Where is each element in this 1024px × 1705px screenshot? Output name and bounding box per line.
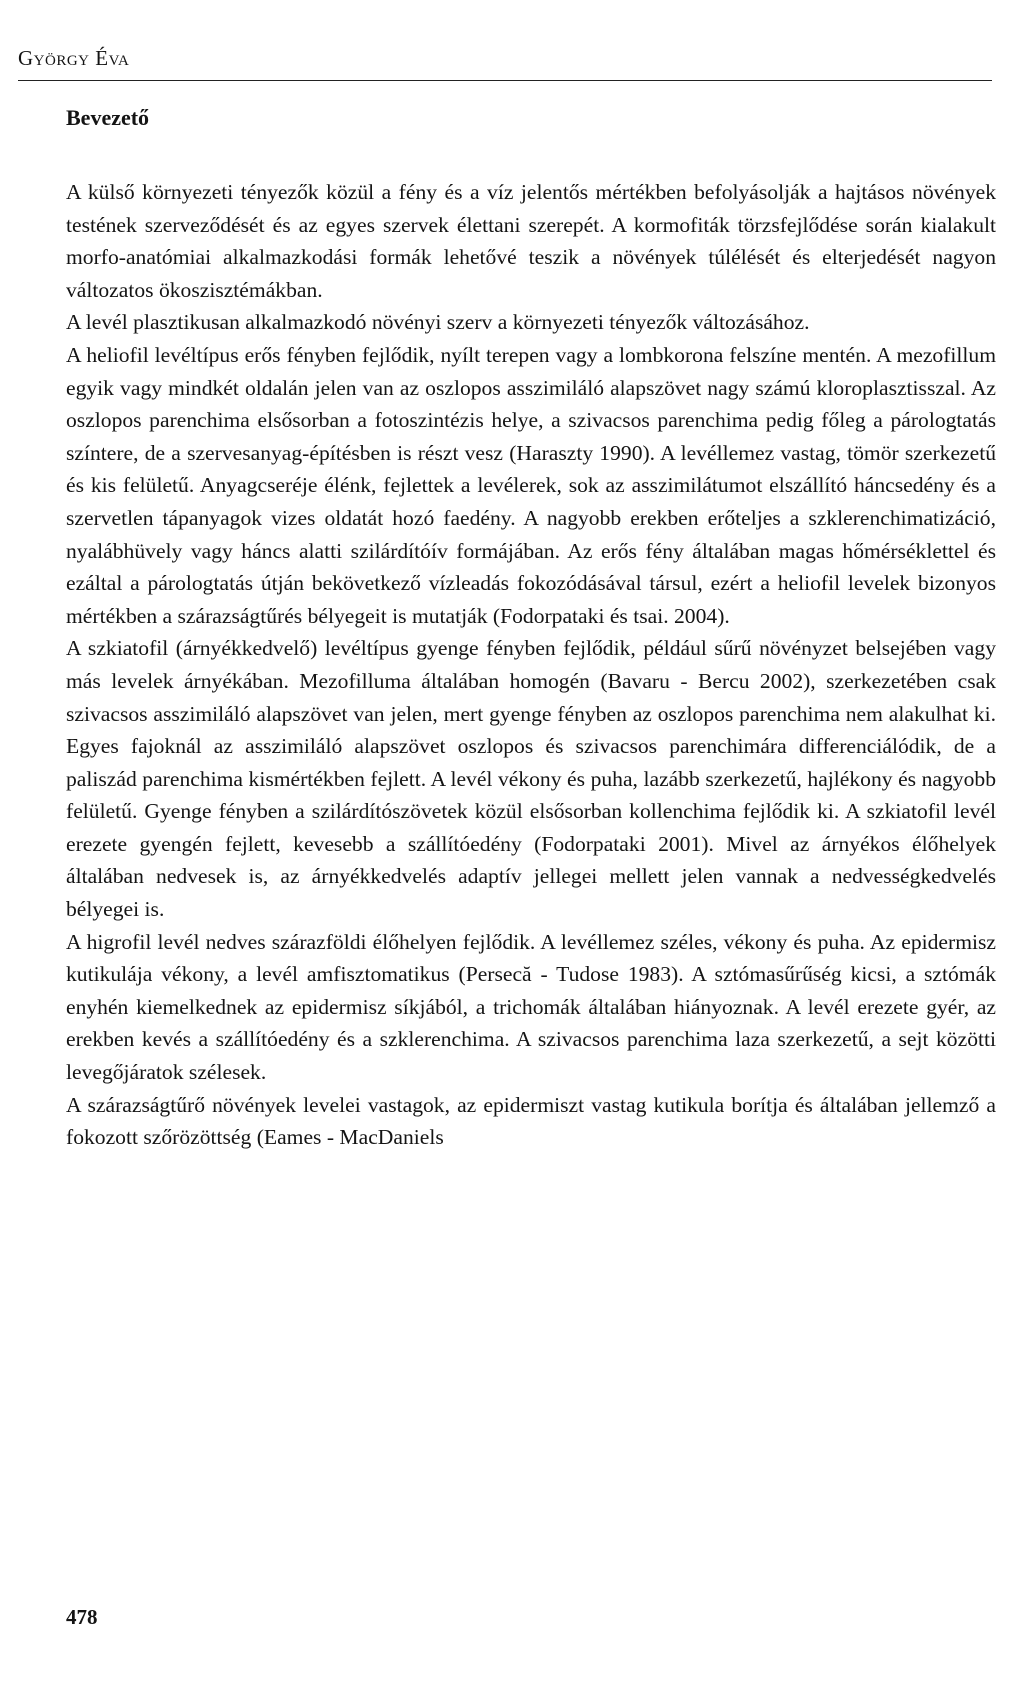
paragraph: A szkiatofil (árnyékkedvelő) levéltípus gyenge fényben fejlődik, például sűrű növényzet belsejében vagy más levelek árnyékában. Mezofilluma általában homogén (Bavaru - Bercu 2002), szerkezetében csak szivacsos asszimiláló alapszövet van jelen, mert gyenge fényben az oszlopos parenchima nem alakulhat ki. Egyes fajoknál az asszimiláló alapszövet oszlopos és szivacsos parenchimára differenciálódik, de a paliszád parenchima kismértékben fejlett. A levél vékony és puha, lazább szerkezetű, hajlékony és nagyobb felületű. Gyenge fényben a szilárdítószövetek közül elsősorban kollenchima fejlődik ki. A szkiatofil levél erezete gyengén fejlett, kevesebb a szállítóedény (Fodorpataki 2001). Mivel az árnyékos élőhelyek általában nedvesek is, az árnyékkedvelés adaptív jellegei mellett jelen vannak a nedvességkedvelés bélyegei is. xyxy=(66,636,996,922)
paragraph: A levél plasztikusan alkalmazkodó növényi szerv a környezeti tényezők változásához. xyxy=(66,310,810,335)
paragraph: A heliofil levéltípus erős fényben fejlődik, nyílt terepen vagy a lombkorona felszíne mentén. A mezofillum egyik vagy mindkét oldalán jelen van az oszlopos asszimiláló alapszövet nagy számú kloroplasztisszal. Az oszlopos parenchima elsősorban a fotoszintézis helye, a szivacsos parenchima pedig főleg a párologtatás színtere, de a szervesanyag-építésben is részt vesz (Haraszty 1990). A levéllemez vastag, tömör szerkezetű és kis felületű. Anyagcseréje élénk, fejlettek a levélerek, sok az asszimilátumot elszállító háncsedény és a szervetlen tápanyagok vizes oldatát hozó faedény. A nagyobb erekben erőteljes a szklerenchimatizáció, nyalábhüvely vagy háncs alatti szilárdítóív formájában. Az erős fény általában magas hőmérséklettel és ezáltal a párologtatás útján bekövetkező vízleadás fokozódásával társul, ezért a heliofil levelek bizonyos mértékben a szárazságtűrés bélyegeit is mutatják (Fodorpataki és tsai. 2004). xyxy=(66,342,996,628)
header-rule xyxy=(18,80,992,81)
running-head: György Éva xyxy=(18,46,130,70)
paragraph: A külső környezeti tényezők közül a fény és a víz jelentős mértékben befolyásolják a hajtásos növények testének szerveződését és az egyes szervek élettani szerepét. A kormofiták törzsfejlődése során kialakult morfo-anatómiai alkalmazkodási formák lehetővé teszik a növények túlélését és elterjedését nagyon változatos ökoszisztémákban. xyxy=(66,180,996,302)
section-title: Bevezető xyxy=(66,105,150,130)
paragraph: A higrofil levél nedves szárazföldi élőhelyen fejlődik. A levéllemez széles, vékony és puha. Az epidermisz kutikulája vékony, a levél amfisztomatikus (Persecă - Tudose 1983). A sztómasűrűség kicsi, a sztómák enyhén kiemelkednek az epidermisz síkjából, a trichomák általában hiányoznak. A levél erezete gyér, az erekben kevés a szállítóedény és a szklerenchima. A szivacsos parenchima laza szerkezetű, a sejt közötti levegőjáratok szélesek. xyxy=(66,929,996,1085)
page-number: 478 xyxy=(66,1605,98,1629)
paragraph: A szárazságtűrő növények levelei vastagok, az epidermiszt vastag kutikula borítja és általában jellemző a fokozott szőrözöttség (Eames - MacDaniels xyxy=(66,1092,996,1150)
body-text xyxy=(66,176,996,1154)
